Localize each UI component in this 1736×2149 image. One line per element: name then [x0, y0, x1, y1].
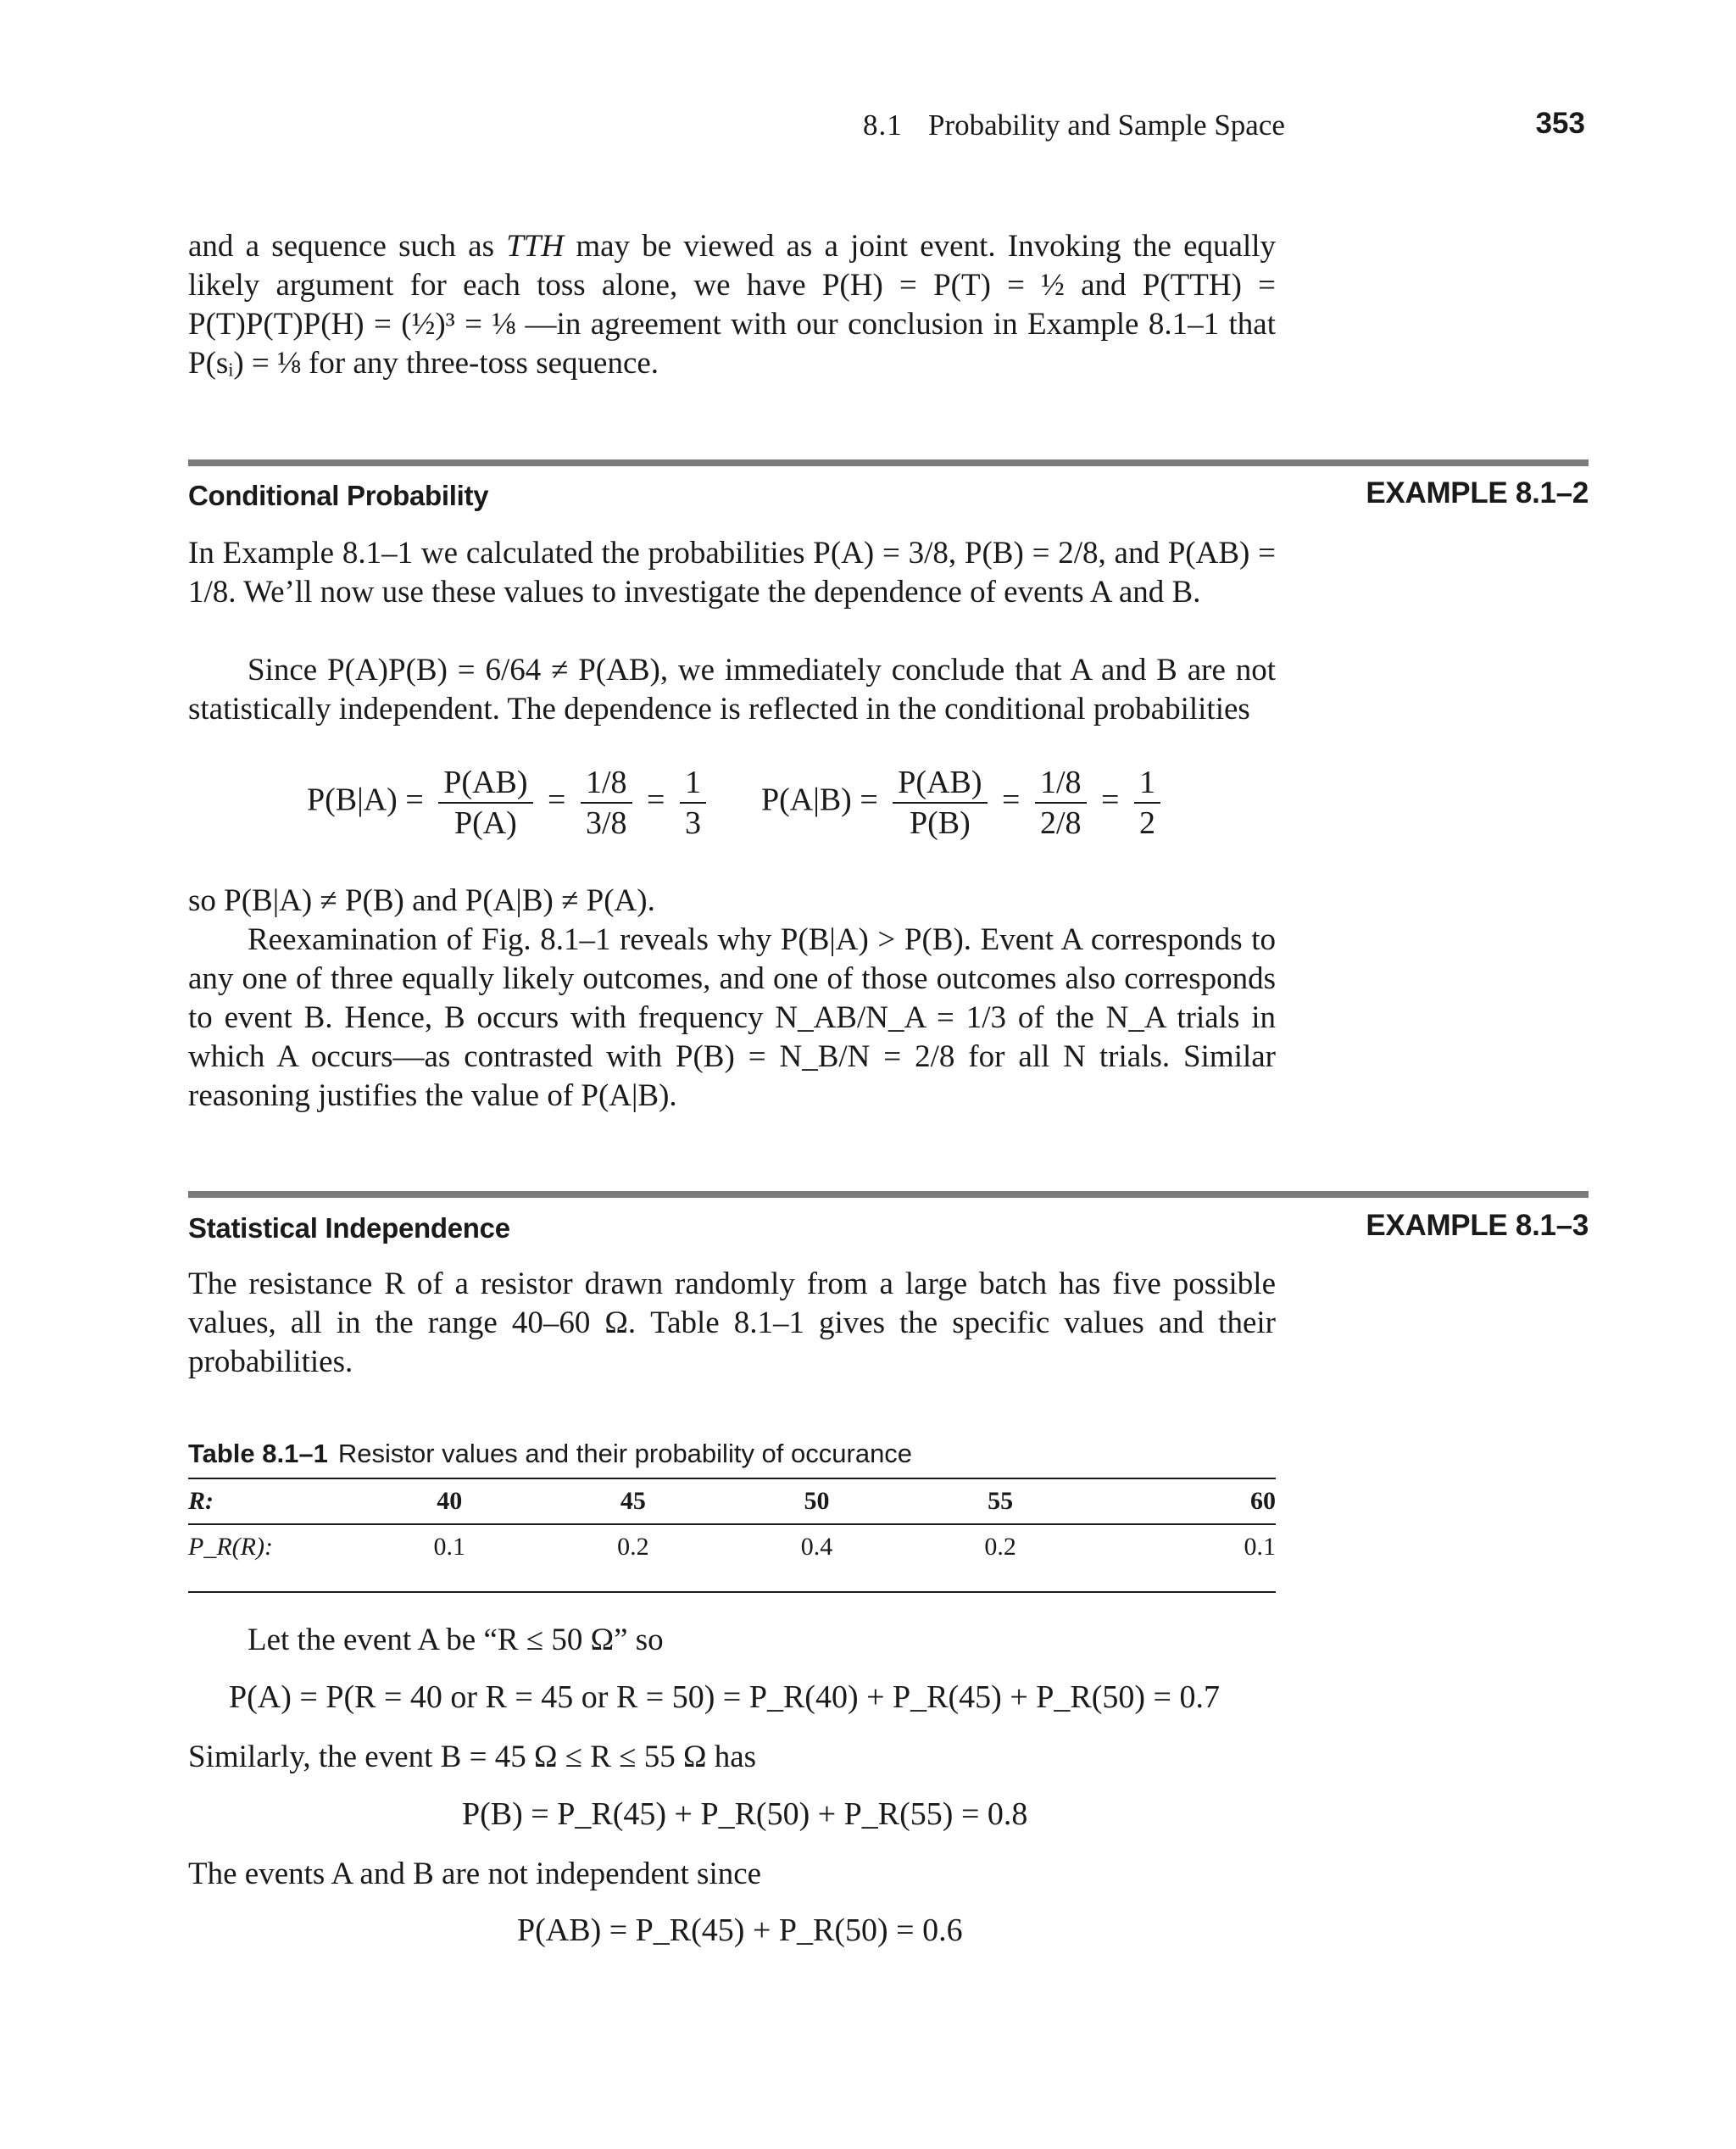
intro-italic-term: TTH: [506, 229, 565, 264]
running-head-section-number: 8.1: [863, 109, 903, 142]
table-cell: 0.1: [1244, 1533, 1276, 1561]
eq2-fraction-1: $\frac{P(AB)}{P(B)}$: [893, 763, 987, 843]
eq2-lhs: P(A|B) =: [761, 782, 878, 818]
table-top-rule: [188, 1478, 1276, 1479]
equation-p-a: P(A) = P(R = 40 or R = 45 or R = 50) = P_R(40) + P_R(45) + P_R(50) = 0.7: [229, 1679, 1220, 1715]
intro-paragraph: [188, 227, 1276, 383]
section-rule-example-3: [188, 1191, 1589, 1198]
example2-paragraph-2: [188, 651, 1276, 729]
eq1-fraction-2: $\frac{1/8}{3/8}$: [581, 763, 632, 843]
table-cell: 0.2: [984, 1533, 1016, 1561]
eq1-lhs: P(B|A) =: [307, 782, 424, 818]
example3-paragraph-3: [188, 1738, 1276, 1777]
table-caption-text: Resistor values and their probability of occurance: [337, 1439, 913, 1468]
intro-text-rest: may be viewed as a joint event. Invoking the equally likely argument for each toss alone, we have P(H) = P(T) = ½ and P(TTH) = P(T)P(T)P(H) = (½)³ = ⅛ —in agreement with our conclusion in Example 8.1–1 that P(sᵢ) = ⅛ for any three-toss sequence.: [188, 229, 1277, 381]
table-cell: 0.4: [800, 1533, 833, 1561]
section-title-statistical-independence: Statistical Independence: [188, 1212, 510, 1244]
eq2-equals-1: =: [1002, 782, 1021, 818]
example2-p4: Reexamination of Fig. 8.1–1 reveals why P(B|A) > P(B). Event A corresponds to any one of three equally likely outcomes, and one of those outcomes also corresponds to event B. Hence, B occurs with frequency N_AB/N_A = 1/3 of the N_A trials in which A occurs—as contrasted with P(B) = N_B/N = 2/8 for all N trials. Similar reasoning justifies the value of P(A|B).: [188, 922, 1276, 1113]
eq1-fraction-1: $\frac{P(AB)}{P(A)}$: [438, 763, 532, 843]
example2-p1: In Example 8.1–1 we calculated the probabilities P(A) = 3/8, P(B) = 2/8, and P(AB) = 1/8. We’ll now use these values to investigate the dependence of events A and B.: [188, 536, 1276, 610]
example2-paragraph-1: [188, 534, 1276, 612]
table-caption-label: Table 8.1–1: [188, 1439, 328, 1468]
intro-text-start: and a sequence such as: [188, 229, 507, 264]
equation-p-b-given-a: [307, 763, 713, 843]
table-row: [188, 1526, 1276, 1568]
table-row: [188, 1480, 1276, 1523]
table-cell: 0.2: [617, 1533, 649, 1561]
example2-p2: Since P(A)P(B) = 6/64 ≠ P(AB), we immediately conclude that A and B are not statistically independent. The dependence is reflected in the conditional probabilities: [188, 653, 1276, 727]
table-cell: 60: [1250, 1487, 1276, 1515]
page-number: 353: [1535, 107, 1585, 140]
eq1-equals-2: =: [647, 782, 665, 818]
table-row-label: P_R(R):: [188, 1533, 273, 1561]
table-cell: 50: [804, 1487, 830, 1515]
table-cell: 55: [988, 1487, 1014, 1515]
running-head-title: Probability and Sample Space: [928, 109, 1285, 142]
table-row-label: R:: [188, 1487, 214, 1515]
eq2-fraction-3: $\frac{1}{2}$: [1134, 763, 1160, 843]
equation-p-ab: P(AB) = P_R(45) + P_R(50) = 0.6: [517, 1912, 963, 1948]
table-cell: 45: [620, 1487, 646, 1515]
equation-p-a-given-b: [761, 763, 1167, 843]
example3-paragraph-2: [188, 1621, 1276, 1660]
table-cell: 40: [437, 1487, 463, 1515]
resistor-table-body: [188, 1526, 1276, 1568]
example-label-8-1-3: EXAMPLE 8.1–3: [1366, 1209, 1589, 1242]
example2-p3: so P(B|A) ≠ P(B) and P(A|B) ≠ P(A).: [188, 883, 655, 918]
example3-p3: Similarly, the event B = 45 Ω ≤ R ≤ 55 Ω has: [188, 1740, 757, 1774]
example2-paragraph-3: [188, 882, 1276, 1116]
section-title-conditional-probability: Conditional Probability: [188, 480, 489, 511]
table-cell: 0.1: [433, 1533, 466, 1561]
table-bottom-rule: [188, 1591, 1276, 1593]
section-rule-example-2: [188, 459, 1589, 466]
eq2-fraction-2: $\frac{1/8}{2/8}$: [1035, 763, 1087, 843]
table-header-rule: [188, 1523, 1276, 1525]
example3-p4: The events A and B are not independent since: [188, 1857, 762, 1891]
example3-p1: The resistance R of a resistor drawn randomly from a large batch has five possible values, all in the range 40–60 Ω. Table 8.1–1 gives the specific values and their probabilities.: [188, 1267, 1276, 1379]
eq1-fraction-3: $\frac{1}{3}$: [680, 763, 706, 843]
eq2-equals-2: =: [1101, 782, 1120, 818]
example3-paragraph-4: [188, 1855, 1276, 1894]
example-label-8-1-2: EXAMPLE 8.1–2: [1366, 476, 1589, 509]
equation-p-b: P(B) = P_R(45) + P_R(50) + P_R(55) = 0.8: [462, 1796, 1028, 1832]
resistor-table: [188, 1480, 1276, 1523]
example3-p2: Let the event A be “R ≤ 50 Ω” so: [248, 1623, 664, 1657]
table-caption: [188, 1439, 912, 1469]
example3-paragraph-1: [188, 1265, 1276, 1382]
eq1-equals-1: =: [548, 782, 566, 818]
